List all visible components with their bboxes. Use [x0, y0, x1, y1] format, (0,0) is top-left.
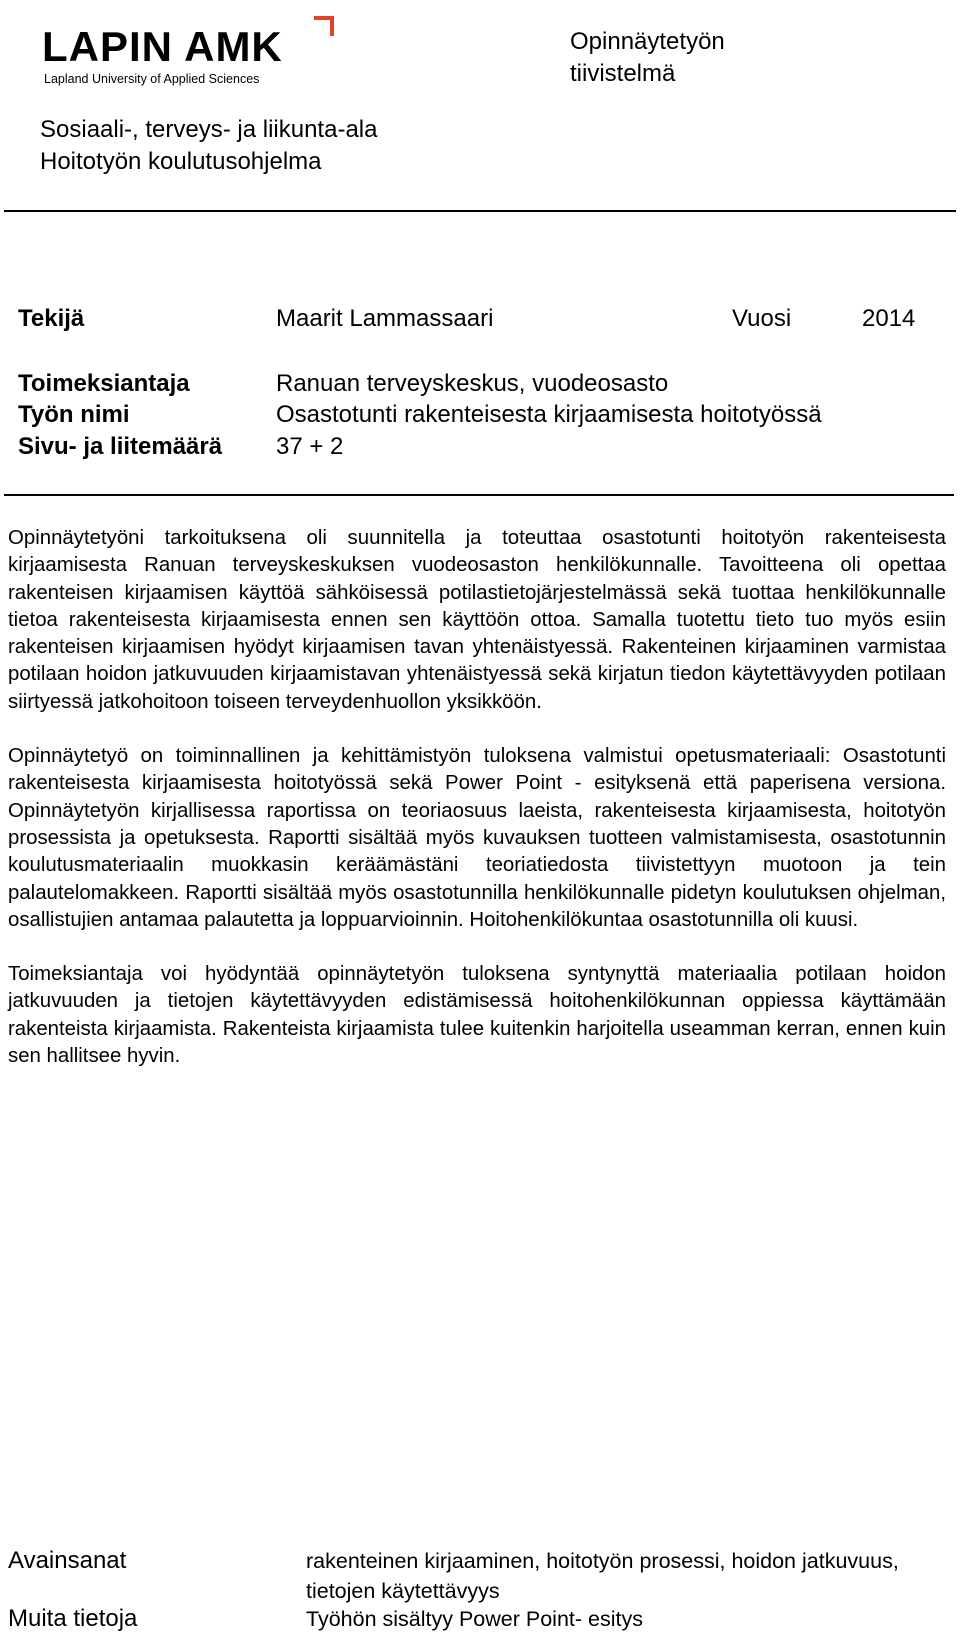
- author-label: Tekijä: [18, 305, 85, 332]
- logo-wordmark: LAPIN AMK: [42, 23, 283, 70]
- degree-programme: Hoitotyön koulutusohjelma: [40, 148, 322, 175]
- other-info-label: Muita tietoja: [8, 1605, 138, 1632]
- keywords-value: rakenteinen kirjaaminen, hoitotyön prosessi, hoidon jatkuvuus, tietojen käytettävyys: [306, 1549, 899, 1603]
- info-divider: [4, 494, 954, 496]
- other-info-value: Työhön sisältyy Power Point- esitys: [306, 1607, 643, 1631]
- client-value: Ranuan terveyskeskus, vuodeosasto: [276, 370, 669, 397]
- abstract-paragraph: Toimeksiantaja voi hyödyntää opinnäytetyön tuloksena syntynyttä materiaalia potilaan hoidon jatkuvuuden ja tietojen käytettävyyden edistämisessä hoitohenkilökunnan oppiessa käyttämään rakenteista kirjaamista. Rakenteista kirjaamista tulee kuitenkin harjoitella useamman kerran, ennen kuin sen hallitsee hyvin.: [8, 963, 946, 1068]
- header-divider: [4, 210, 956, 212]
- department: [40, 114, 377, 178]
- abstract-body: [8, 525, 946, 1097]
- logo-subtitle: Lapland University of Applied Sciences: [44, 72, 260, 86]
- document-type: [570, 26, 725, 90]
- abstract-paragraph: Opinnäytetyö on toiminnallinen ja kehittämistyön tuloksena valmistui opetusmateriaali: Osastotunti rakenteisesta kirjaamisesta hoitotyössä sekä Power Point - esityksenä että paperisena versiona. Opinnäytetyön kirjallisessa raportissa on teoriaosuus laeista, rakenteisesta kirjaamisesta, hoitotyön prosessista ja opetuksesta. Raportti sisältää myös kuvauksen tuotteen valmistamisesta, osastotunnin koulutusmateriaalin muokkasin keräämästäni teoriatiedosta tiivistettyyn muotoon ja tein palautelomakkeen. Raportti sisältää myös osastotunnilla henkilökunnalle pidetyn koulutuksen ohjelman, osallistujien antamaa palautetta ja loppuarvioinnin. Hoitohenkilökuntaa osastotunnilla oli kuusi.: [8, 745, 946, 931]
- pages-value: 37 + 2: [276, 433, 344, 460]
- title-value: Osastotunti rakenteisesta kirjaamisesta hoitotyössä: [276, 401, 822, 428]
- author-value: Maarit Lammassaari: [276, 305, 494, 332]
- keywords-label: Avainsanat: [8, 1547, 127, 1574]
- document-type-line-2: tiivistelmä: [570, 60, 676, 87]
- lapin-amk-logo: [42, 16, 302, 86]
- title-label: Työn nimi: [18, 401, 130, 428]
- abstract-paragraph: Opinnäytetyöni tarkoituksena oli suunnitella ja toteuttaa osastotunti hoitotyön rakenteisesta kirjaamisesta Ranuan terveyskeskuksen vuodeosaston henkilökunnalle. Tavoitteena oli opettaa rakenteisen kirjaamisen käyttöä sähköisessä potilastietojärjestelmässä sekä tuottaa henkilökunnalle tietoa rakenteisesta kirjaamisesta ennen sen käyttöön ottoa. Samalla tuotettu tieto tuo myös esiin rakenteisen kirjaamisen hyödyt kirjaamisen tavan yhtenäistyessä. Rakenteinen kirjaaminen varmistaa potilaan hoidon jatkuvuuden kirjaamistavan yhtenäistyessä sekä kirjatun tiedon käytettävyyden potilaan siirtyessä jatkohoitoon toiseen terveydenhuollon yksikköön.: [8, 527, 946, 713]
- field-of-study: Sosiaali-, terveys- ja liikunta-ala: [40, 116, 378, 143]
- year-value: 2014: [862, 305, 916, 332]
- client-label: Toimeksiantaja: [18, 370, 190, 397]
- document-type-line-1: Opinnäytetyön: [570, 28, 725, 55]
- year-label: Vuosi: [732, 305, 792, 332]
- pages-label: Sivu- ja liitemäärä: [18, 433, 223, 460]
